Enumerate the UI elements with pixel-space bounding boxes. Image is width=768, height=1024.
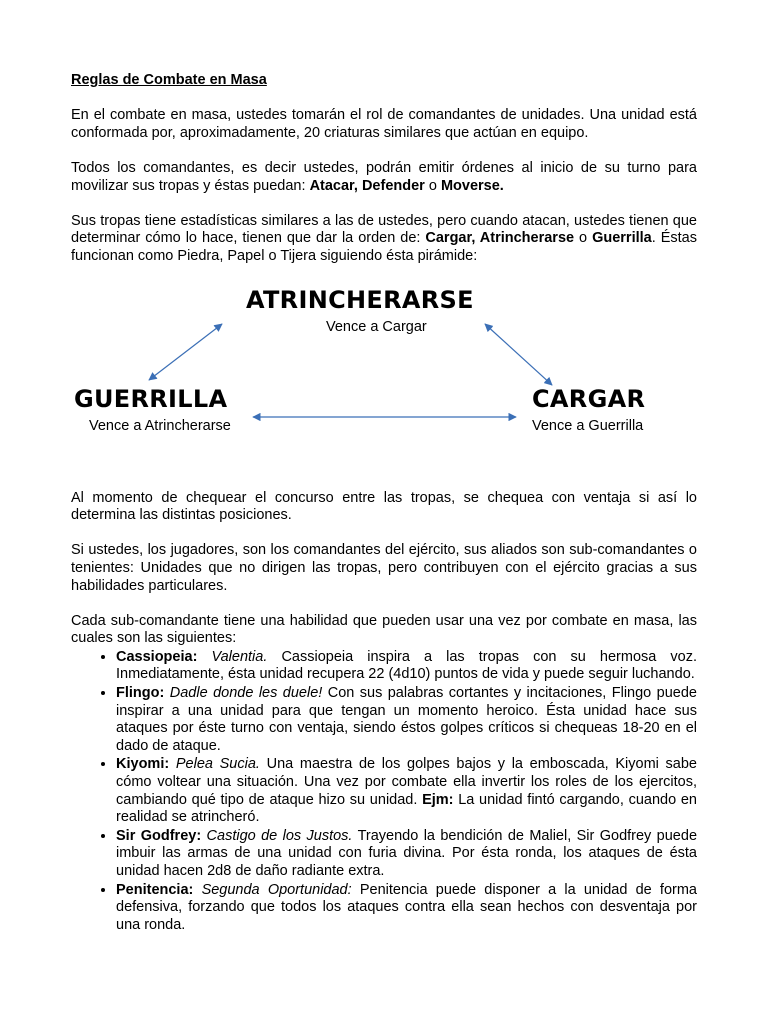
ability-example-label: Ejm:: [422, 791, 454, 808]
ability-text: Una maestra de los golpes bajos y la emboscada, Kiyomi sabe cómo voltear una situación. Una vez por combate ella invertir los roles de los ejercitos, cambiando qué tipo de ataque hizo su unidad.: [116, 756, 697, 808]
orders-text: Todos los comandantes, es decir ustedes, podrán emitir órdenes al inicio de su turno para movilizar sus tropas y éstas puedan:: [71, 159, 697, 194]
guerrilla-title: GUERRILLA: [74, 384, 228, 413]
ability-skill: Segunda Oportunidad:: [201, 881, 352, 898]
paragraph-subcommanders: Si ustedes, los jugadores, son los comandantes del ejército, sus aliados son sub-comandantes o tenientes: Unidades que no dirigen las tropas, pero contribuyen con el ejército gracias a sus habilidades particulares.: [71, 542, 697, 594]
arrow-top-right: [485, 324, 552, 385]
ability-text: Con sus palabras cortantes y incitaciones, Flingo puede inspirar a una unidad para que tengan un momento heroico. Ésta unidad hace sus ataques por éste turno con ventaja, siendo éstos golpes críticos si chequeas 18-20 en el dado de ataque.: [116, 685, 697, 754]
orders-bold-2: Moverse.: [440, 177, 504, 194]
ability-text: Penitencia puede disponer a la unidad de forma defensiva, forzando que todos los ataques contra ella sean hechos con desventaja por una ronda.: [116, 881, 697, 933]
list-item-kiyomi: [116, 755, 697, 826]
attack-bold-1: Cargar, Atrincherarse: [425, 230, 575, 247]
orders-bold-1: Atacar, Defender: [309, 177, 425, 194]
ability-example-text: La unidad fintó cargando, cuando en realidad se atrincheró.: [116, 791, 697, 826]
list-item-flingo: [116, 684, 697, 755]
paragraph-orders: [71, 160, 697, 195]
ability-skill: Dadle donde les duele!: [169, 685, 323, 702]
attack-bold-2: Guerrilla: [592, 230, 652, 247]
atrincherarse-subtitle: Vence a Cargar: [326, 318, 427, 335]
guerrilla-subtitle: Vence a Atrincherarse: [89, 417, 231, 434]
ability-name: Penitencia:: [116, 881, 194, 898]
orders-connector: o: [424, 177, 441, 194]
ability-text: Cassiopeia inspira a las tropas con su hermosa voz. Inmediatamente, ésta unidad recupera 22 (4d10) puntos de vida y puede seguir luchando.: [116, 648, 698, 683]
document-page: [71, 72, 697, 934]
ability-skill: Pelea Sucia.: [175, 756, 260, 773]
ability-name: Sir Godfrey:: [116, 827, 202, 844]
ability-name: Kiyomi:: [116, 756, 170, 773]
cargar-subtitle: Vence a Guerrilla: [532, 417, 644, 434]
cargar-title: CARGAR: [532, 384, 646, 413]
ability-text: Trayendo la bendición de Maliel, Sir Godfrey puede imbuir las armas de una unidad con furia divina. Por ésta ronda, los ataques de ésta unidad hacen 2d8 de daño radiante extra.: [116, 827, 698, 879]
paragraph-contest: Al momento de chequear el concurso entre las tropas, se chequea con ventaja si así lo determina las distintas posiciones.: [71, 489, 697, 524]
document-title: Reglas de Combate en Masa: [71, 72, 267, 88]
ability-name: Cassiopeia:: [116, 648, 198, 665]
ability-skill: Castigo de los Justos.: [206, 827, 353, 844]
list-item-penitencia: [116, 881, 697, 935]
attack-text: Sus tropas tiene estadísticas similares a las de ustedes, pero cuando atacan, ustedes tienen que determinar cómo lo hace, tienen que dar la orden de:: [71, 212, 697, 247]
paragraph-intro: En el combate en masa, ustedes tomarán el rol de comandantes de unidades. Una unidad está conformada por, aproximadamente, 20 criaturas similares que actúan en equipo.: [71, 107, 697, 141]
attack-tail: . Éstas funcionan como Piedra, Papel o Tijera siguiendo ésta pirámide:: [71, 230, 697, 264]
rock-paper-scissors-diagram: [71, 266, 697, 490]
ability-skill: Valentia.: [211, 648, 268, 665]
arrow-top-left: [149, 324, 222, 380]
list-item-cassiopeia: [116, 648, 697, 684]
attack-connector: o: [574, 230, 593, 247]
ability-name: Flingo:: [116, 685, 165, 702]
paragraph-abilities-intro: Cada sub-comandante tiene una habilidad que pueden usar una vez por combate en masa, las cuales son las siguientes:: [71, 612, 697, 647]
paragraph-attack-types: [71, 213, 697, 266]
list-item-sir-godfrey: [116, 827, 697, 881]
atrincherarse-title: ATRINCHERARSE: [246, 285, 474, 314]
abilities-list: [71, 648, 697, 935]
